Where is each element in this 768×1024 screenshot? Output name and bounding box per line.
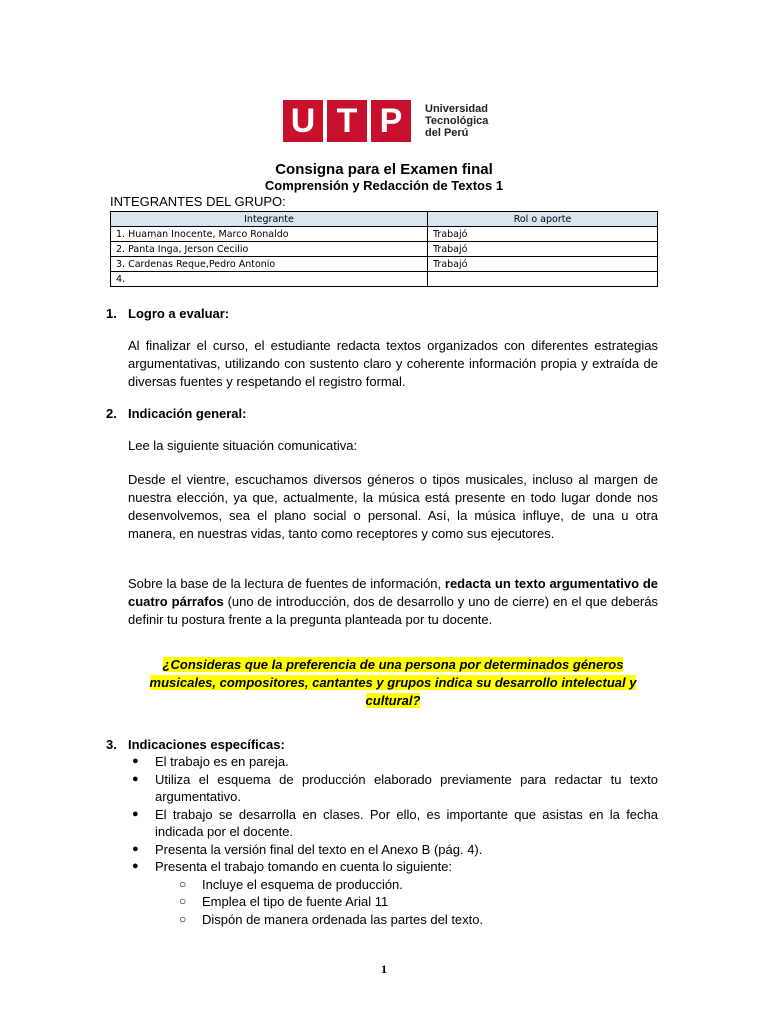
list-item: ● El trabajo se desarrolla en clases. Por ello, es importante que asistas en la fecha indicada por el docente. [128, 806, 658, 841]
logo-letter-t: T [327, 100, 367, 142]
table-row [111, 257, 658, 272]
essay-question [128, 656, 658, 710]
sub-list-item: ○ Emplea el tipo de fuente Arial 11 [155, 893, 658, 911]
logo-line-2: Tecnológica [425, 115, 489, 127]
section-title: Logro a evaluar: [128, 306, 230, 321]
group-members-label: INTEGRANTES DEL GRUPO: [110, 194, 286, 209]
page-number: 1 [381, 962, 387, 976]
member-role: Trabajó [428, 227, 658, 242]
specific-instructions-list [128, 753, 658, 928]
table-row [111, 227, 658, 242]
section-number: 3. [106, 737, 117, 752]
utp-logo [283, 100, 488, 142]
logo-letter-u: U [283, 100, 323, 142]
table-row [111, 272, 658, 287]
section-number: 1. [106, 306, 117, 321]
instruction-text-end: (uno de introducción, dos de desarrollo y uno de cierre) en el que deberás definir tu postura frente a la pregunta planteada por tu docente. [128, 594, 658, 627]
section-3-heading [106, 737, 285, 752]
section-number: 2. [106, 406, 117, 421]
list-item-text: Presenta el trabajo tomando en cuenta lo siguiente: [155, 859, 453, 874]
member-role: Trabajó [428, 257, 658, 272]
member-role: Trabajó [428, 242, 658, 257]
section-2-instruction [128, 575, 658, 629]
section-title: Indicaciones específicas: [128, 737, 285, 752]
table-header-row [111, 212, 658, 227]
instruction-text: Sobre la base de la lectura de fuentes de información, [128, 576, 445, 591]
logo-wordmark [425, 103, 488, 139]
highlighted-question: ¿Consideras que la preferencia de una persona por determinados géneros musicales, compositores, cantantes y grupos indica su desarrollo intelectual y cultural? [149, 657, 637, 708]
sub-list-item: ○ Dispón de manera ordenada las partes del texto. [155, 911, 658, 929]
list-item [128, 858, 658, 928]
logo-line-1: Universidad [425, 103, 488, 115]
member-name: 1. Huaman Inocente, Marco Ronaldo [111, 227, 428, 242]
column-header-rol: Rol o aporte [428, 212, 658, 227]
document-title: Consigna para el Examen final [275, 161, 493, 178]
member-role [428, 272, 658, 287]
list-item: ● Presenta la versión final del texto en el Anexo B (pág. 4). [128, 841, 658, 859]
section-2-heading [106, 406, 246, 421]
member-name: 4. [111, 272, 428, 287]
document-subtitle: Comprensión y Redacción de Textos 1 [264, 178, 504, 193]
sub-list-item: ○ Incluye el esquema de producción. [155, 876, 658, 894]
list-item: ● El trabajo es en pareja. [128, 753, 658, 771]
instruction-emphasis: redacta un texto argumentativo de cuatro párrafos [128, 576, 658, 609]
section-title: Indicación general: [128, 406, 247, 421]
member-name: 3. Cardenas Reque,Pedro Antonio [111, 257, 428, 272]
presentation-sublist [155, 876, 658, 929]
group-members-table [110, 211, 658, 287]
column-header-integrante: Integrante [111, 212, 428, 227]
section-2-paragraph: Desde el vientre, escuchamos diversos géneros o tipos musicales, incluso al margen de nuestra elección, ya que, actualmente, la música está presente en todo lugar donde nos desenvolvemos, sea el plano social o personal. Así, la música influye, de una u otra manera, en nuestras vidas, tanto como receptores y como sus ejecutores. [128, 472, 658, 541]
logo-line-3: del Perú [425, 127, 469, 139]
section-1-text: Al finalizar el curso, el estudiante redacta textos organizados con diferentes estrategias argumentativas, utilizando con sustento claro y coherente información propia y extraída de diversas fuentes y respetando el registro formal. [128, 338, 658, 389]
logo-letter-p: P [371, 100, 411, 142]
section-1-heading [106, 306, 229, 321]
table-row [111, 242, 658, 257]
member-name: 2. Panta Inga, Jerson Cecilio [111, 242, 428, 257]
list-item: ● Utiliza el esquema de producción elaborado previamente para redactar tu texto argumentativo. [128, 771, 658, 806]
section-2-intro: Lee la siguiente situación comunicativa: [128, 438, 358, 453]
